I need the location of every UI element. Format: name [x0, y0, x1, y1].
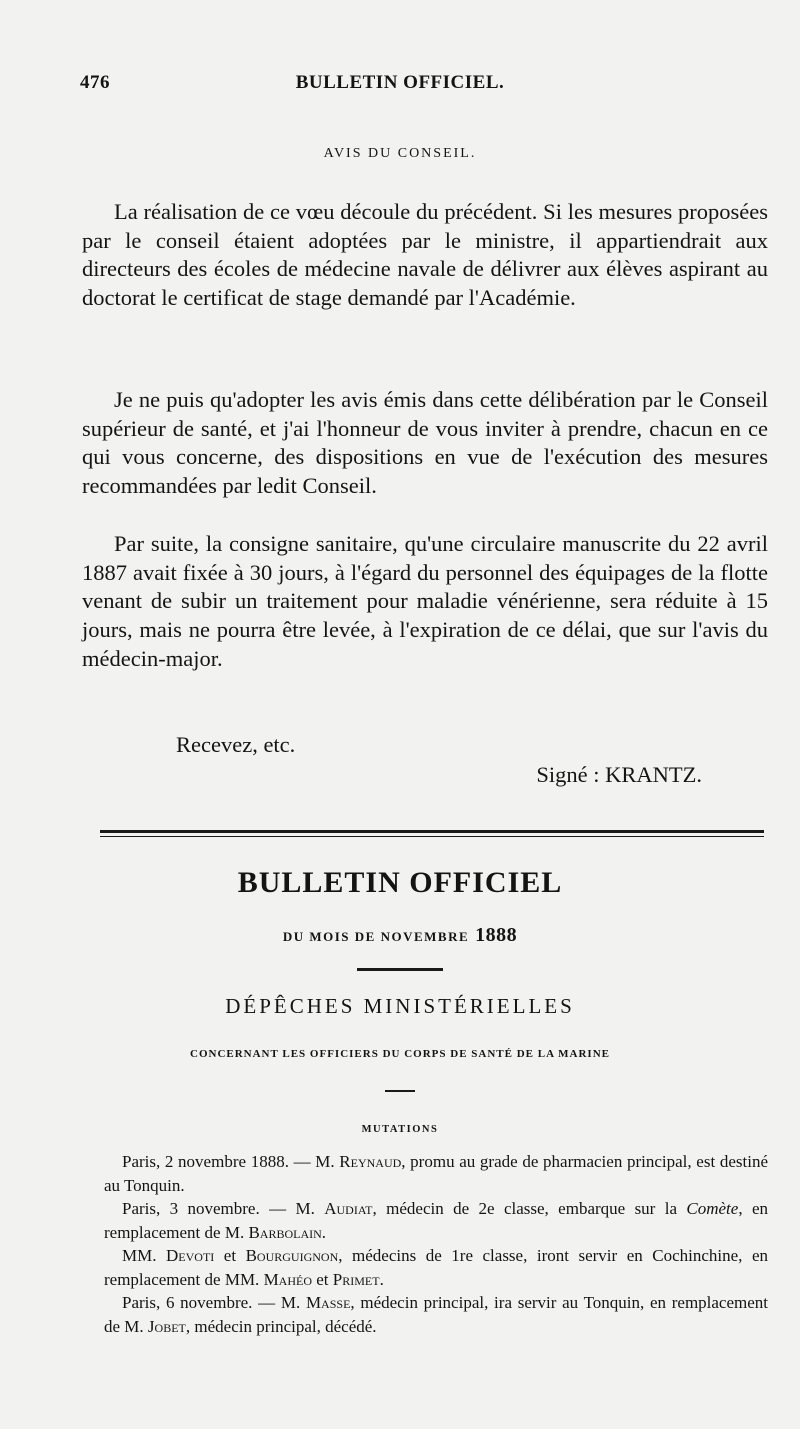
mutation-entry	[104, 1291, 768, 1338]
person-name: Masse	[305, 1293, 351, 1312]
section-title: AVIS DU CONSEIL.	[323, 146, 477, 161]
text-run: et	[214, 1246, 246, 1265]
separator-rule-thin	[100, 836, 764, 837]
month-label: DU MOIS DE NOVEMBRE	[282, 929, 470, 944]
mutations-list	[104, 1150, 768, 1338]
depeches-heading: DÉPÊCHES MINISTÉRIELLES	[225, 994, 575, 1018]
ship-name: Comète	[686, 1199, 739, 1218]
closing-formula: Recevez, etc.	[176, 732, 296, 757]
text-run: , médecins de 1re classe, iront servir en Cochinchine, en remplacement de MM.	[104, 1246, 768, 1289]
tiny-rule	[385, 1090, 415, 1092]
concernant-subheading: CONCERNANT LES OFFICIERS DU CORPS DE SANTÉ DE LA MARINE	[190, 1048, 610, 1060]
text-run: MM.	[122, 1246, 166, 1265]
mutation-entry	[104, 1150, 768, 1197]
text-run: .	[321, 1222, 327, 1242]
person-name: Devoti	[166, 1246, 215, 1265]
person-name: Jobet	[147, 1316, 186, 1336]
text-run: , en remplacement de M.	[104, 1199, 768, 1242]
text-run: , promu au grade de pharmacien principal, est destiné au Tonquin.	[104, 1152, 768, 1195]
running-header	[80, 72, 720, 98]
signature-line: Signé : KRANTZ.	[536, 762, 702, 787]
text-run: , médecin principal, ira servir au Tonquin, en remplacement de M.	[104, 1293, 769, 1336]
paragraph-1: La réalisation de ce vœu découle du précédent. Si les mesures proposées par le conseil étaient adoptées par le ministre, il appartiendrait aux directeurs des écoles de médecine navale de délivrer aux élèves aspirant au doctorat le certificat de stage demandé par l'Académie.	[82, 199, 768, 311]
person-name: Mahéo	[263, 1269, 313, 1289]
person-name: Reynaud	[339, 1152, 402, 1171]
paragraph-3: Par suite, la consigne sanitaire, qu'une circulaire manuscrite du 22 avril 1887 avait fixée à 30 jours, à l'égard du personnel des équipages de la flotte venant de subir un traitement pour maladie vénérienne, sera réduite à 15 jours, mais ne pourra être levée, à l'expiration de ce délai, que sur l'avis du médecin-major.	[82, 531, 768, 671]
text-run: Paris, 3 novembre. — M.	[122, 1199, 325, 1218]
person-name: Primet	[332, 1269, 380, 1289]
text-run: , médecin de 2e classe, embarque sur la	[372, 1199, 687, 1218]
month-line	[0, 924, 800, 947]
text-run: et	[312, 1269, 333, 1289]
text-run: , médecin principal, décédé.	[185, 1316, 377, 1336]
text-run: Paris, 6 novembre. — M.	[122, 1293, 306, 1312]
separator-rule-thick	[100, 830, 764, 833]
text-run: Paris, 2 novembre 1888. — M.	[122, 1152, 340, 1171]
person-name: Audiat	[324, 1199, 373, 1218]
person-name: Barbolain	[248, 1222, 322, 1242]
mutations-heading: MUTATIONS	[361, 1124, 439, 1135]
mutation-entry	[104, 1197, 768, 1244]
year-label: 1888	[475, 924, 518, 946]
paragraph-2: Je ne puis qu'adopter les avis émis dans cette délibération par le Conseil supérieur de santé, et j'ai l'honneur de vous inviter à prendre, chacun en ce qui vous concerne, des dispositions en vue de l'exécution des mesures recommandées par ledit Conseil.	[82, 387, 768, 499]
person-name: Bourguignon	[245, 1246, 339, 1265]
bulletin-title: BULLETIN OFFICIEL	[237, 866, 563, 899]
text-run: .	[379, 1269, 384, 1289]
page-number: 476	[80, 72, 110, 93]
mutation-entry	[104, 1244, 768, 1291]
short-rule	[357, 968, 443, 971]
running-title: BULLETIN OFFICIEL.	[295, 72, 505, 93]
